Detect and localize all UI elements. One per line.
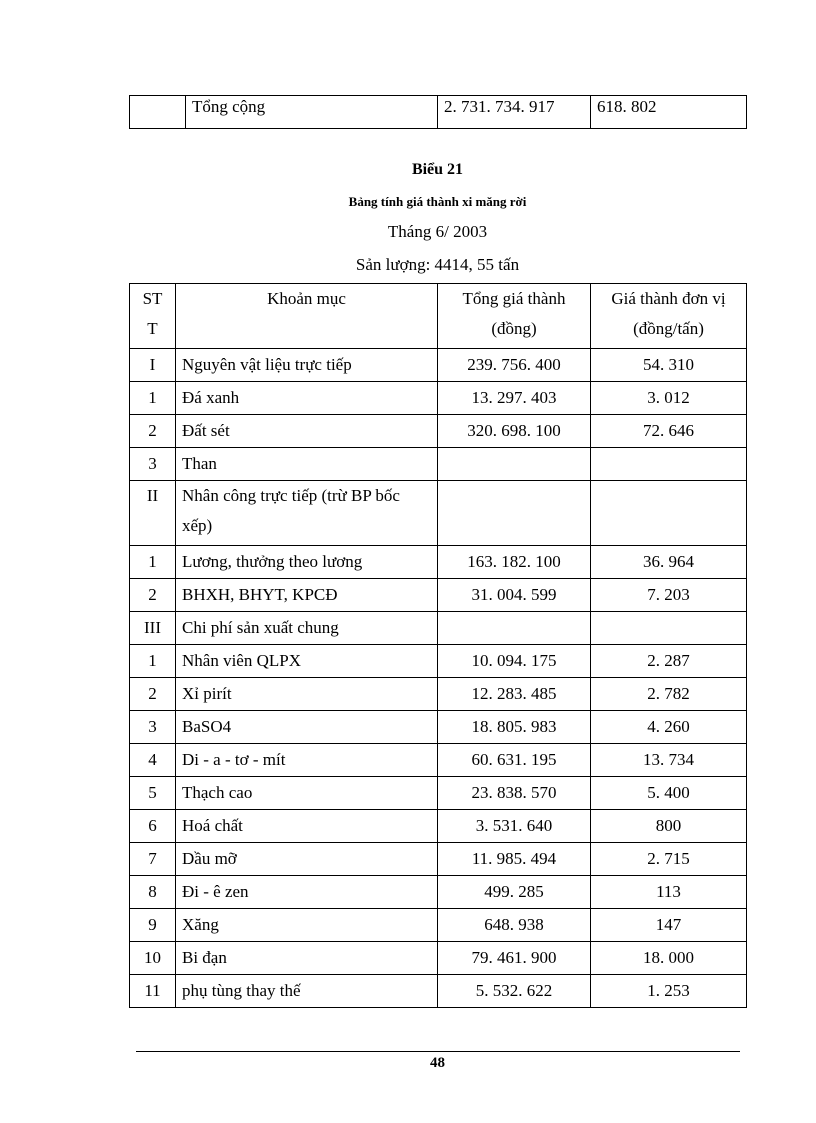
table-header-row <box>130 284 747 349</box>
table-row <box>130 579 747 612</box>
row-stt-cell: I <box>130 349 176 382</box>
row-item-cell: Thạch cao <box>176 777 438 810</box>
header-total-line2: (đồng) <box>491 319 537 338</box>
header-item-label: Khoản mục <box>267 289 346 308</box>
row-stt-cell: 1 <box>130 645 176 678</box>
table-title: Biểu 21 <box>411 161 464 178</box>
row-stt-cell: 2 <box>130 678 176 711</box>
table-row <box>130 744 747 777</box>
row-total-cell: 163. 182. 100 <box>438 546 591 579</box>
row-stt-cell: 7 <box>130 843 176 876</box>
row-item-cell: Nhân công trực tiếp (trừ BP bốc xếp) <box>176 481 438 546</box>
table-row <box>130 777 747 810</box>
row-item-cell: Bi đạn <box>176 942 438 975</box>
table-row <box>130 975 747 1008</box>
header-unit-line2: (đồng/tấn) <box>633 319 704 338</box>
row-total-cell: 320. 698. 100 <box>438 415 591 448</box>
row-unit-cell: 18. 000 <box>591 942 747 975</box>
row-total-cell: 31. 004. 599 <box>438 579 591 612</box>
row-item-cell: Đá xanh <box>176 382 438 415</box>
row-item-cell: Nguyên vật liệu trực tiếp <box>176 349 438 382</box>
row-total-cell: 12. 283. 485 <box>438 678 591 711</box>
previous-table-total-row <box>129 95 747 129</box>
row-stt-cell: 11 <box>130 975 176 1008</box>
row-item-cell: Chi phí sản xuất chung <box>176 612 438 645</box>
row-stt-cell: 4 <box>130 744 176 777</box>
header-stt-line2: T <box>147 319 158 338</box>
header-unit <box>591 284 747 349</box>
row-total-cell <box>438 481 591 546</box>
table-row <box>130 942 747 975</box>
header-total <box>438 284 591 349</box>
row-stt-cell: II <box>130 481 176 546</box>
row-total-cell: 79. 461. 900 <box>438 942 591 975</box>
header-total-line1: Tổng giá thành <box>462 289 566 308</box>
row-item-cell: Lương, thưởng theo lương <box>176 546 438 579</box>
table-row <box>130 448 747 481</box>
row-stt-cell: 8 <box>130 876 176 909</box>
row-item-cell: phụ tùng thay thế <box>176 975 438 1008</box>
row-unit-cell: 5. 400 <box>591 777 747 810</box>
row-item-cell: Xăng <box>176 909 438 942</box>
table-row <box>130 382 747 415</box>
row-item-cell: BHXH, BHYT, KPCĐ <box>176 579 438 612</box>
row-unit-cell: 800 <box>591 810 747 843</box>
row-unit-cell: 72. 646 <box>591 415 747 448</box>
table-row <box>130 612 747 645</box>
row-unit-cell <box>591 612 747 645</box>
row-item-cell: Dầu mỡ <box>176 843 438 876</box>
row-unit-cell: 2. 782 <box>591 678 747 711</box>
row-unit-cell: 13. 734 <box>591 744 747 777</box>
row-stt-cell: III <box>130 612 176 645</box>
row-total-cell: 648. 938 <box>438 909 591 942</box>
row-total-cell: 5. 532. 622 <box>438 975 591 1008</box>
header-unit-line1: Giá thành đơn vị <box>611 289 726 308</box>
cost-table <box>129 283 747 1008</box>
row-unit-cell: 7. 203 <box>591 579 747 612</box>
table-row <box>130 909 747 942</box>
row-total-cell: 3. 531. 640 <box>438 810 591 843</box>
row-total-cell: 11. 985. 494 <box>438 843 591 876</box>
total-label-cell: Tổng cộng <box>186 96 438 129</box>
table-row <box>130 349 747 382</box>
row-stt-cell: 3 <box>130 448 176 481</box>
table-row <box>130 876 747 909</box>
total-row <box>130 96 747 129</box>
table-row <box>130 711 747 744</box>
row-stt-cell: 9 <box>130 909 176 942</box>
row-unit-cell: 54. 310 <box>591 349 747 382</box>
row-unit-cell: 2. 715 <box>591 843 747 876</box>
row-total-cell: 23. 838. 570 <box>438 777 591 810</box>
page-number: 48 <box>430 1055 445 1071</box>
row-item-cell: Nhân viên QLPX <box>176 645 438 678</box>
header-stt <box>130 284 176 349</box>
row-item-cell: BaSO4 <box>176 711 438 744</box>
footer-divider <box>136 1051 740 1052</box>
row-total-cell: 13. 297. 403 <box>438 382 591 415</box>
header-item <box>176 284 438 349</box>
row-total-cell <box>438 448 591 481</box>
table-row <box>130 546 747 579</box>
row-item-cell: Hoá chất <box>176 810 438 843</box>
row-stt-cell: 2 <box>130 579 176 612</box>
table-row <box>130 481 747 546</box>
row-total-cell: 499. 285 <box>438 876 591 909</box>
row-stt-cell: 1 <box>130 382 176 415</box>
row-unit-cell: 147 <box>591 909 747 942</box>
row-stt-cell: 1 <box>130 546 176 579</box>
row-unit-cell: 113 <box>591 876 747 909</box>
row-stt-cell: 5 <box>130 777 176 810</box>
row-stt-cell: 10 <box>130 942 176 975</box>
row-stt-cell: 6 <box>130 810 176 843</box>
row-unit-cell: 3. 012 <box>591 382 747 415</box>
row-unit-cell: 36. 964 <box>591 546 747 579</box>
row-unit-cell: 4. 260 <box>591 711 747 744</box>
table-row <box>130 810 747 843</box>
row-item-cell: Than <box>176 448 438 481</box>
row-total-cell: 18. 805. 983 <box>438 711 591 744</box>
total-stt-cell <box>130 96 186 129</box>
row-unit-cell: 2. 287 <box>591 645 747 678</box>
table-body <box>130 349 747 1008</box>
table-row <box>130 415 747 448</box>
table-output: Sản lượng: 4414, 55 tấn <box>355 255 520 274</box>
row-total-cell: 60. 631. 195 <box>438 744 591 777</box>
table-row <box>130 843 747 876</box>
row-item-cell: Di - a - tơ - mít <box>176 744 438 777</box>
row-item-cell: Đất sét <box>176 415 438 448</box>
table-row <box>130 645 747 678</box>
table-row <box>130 678 747 711</box>
total-unit-cell: 618. 802 <box>591 96 747 129</box>
row-stt-cell: 3 <box>130 711 176 744</box>
row-total-cell: 10. 094. 175 <box>438 645 591 678</box>
table-subtitle: Bảng tính giá thành xi măng rời <box>348 194 527 209</box>
row-unit-cell: 1. 253 <box>591 975 747 1008</box>
table-month: Tháng 6/ 2003 <box>387 222 488 241</box>
row-total-cell: 239. 756. 400 <box>438 349 591 382</box>
row-unit-cell <box>591 448 747 481</box>
row-unit-cell <box>591 481 747 546</box>
header-stt-line1: ST <box>142 289 163 308</box>
row-item-cell: Đi - ê zen <box>176 876 438 909</box>
row-item-cell: Xỉ pirít <box>176 678 438 711</box>
row-total-cell <box>438 612 591 645</box>
row-stt-cell: 2 <box>130 415 176 448</box>
total-amount-cell: 2. 731. 734. 917 <box>438 96 591 129</box>
